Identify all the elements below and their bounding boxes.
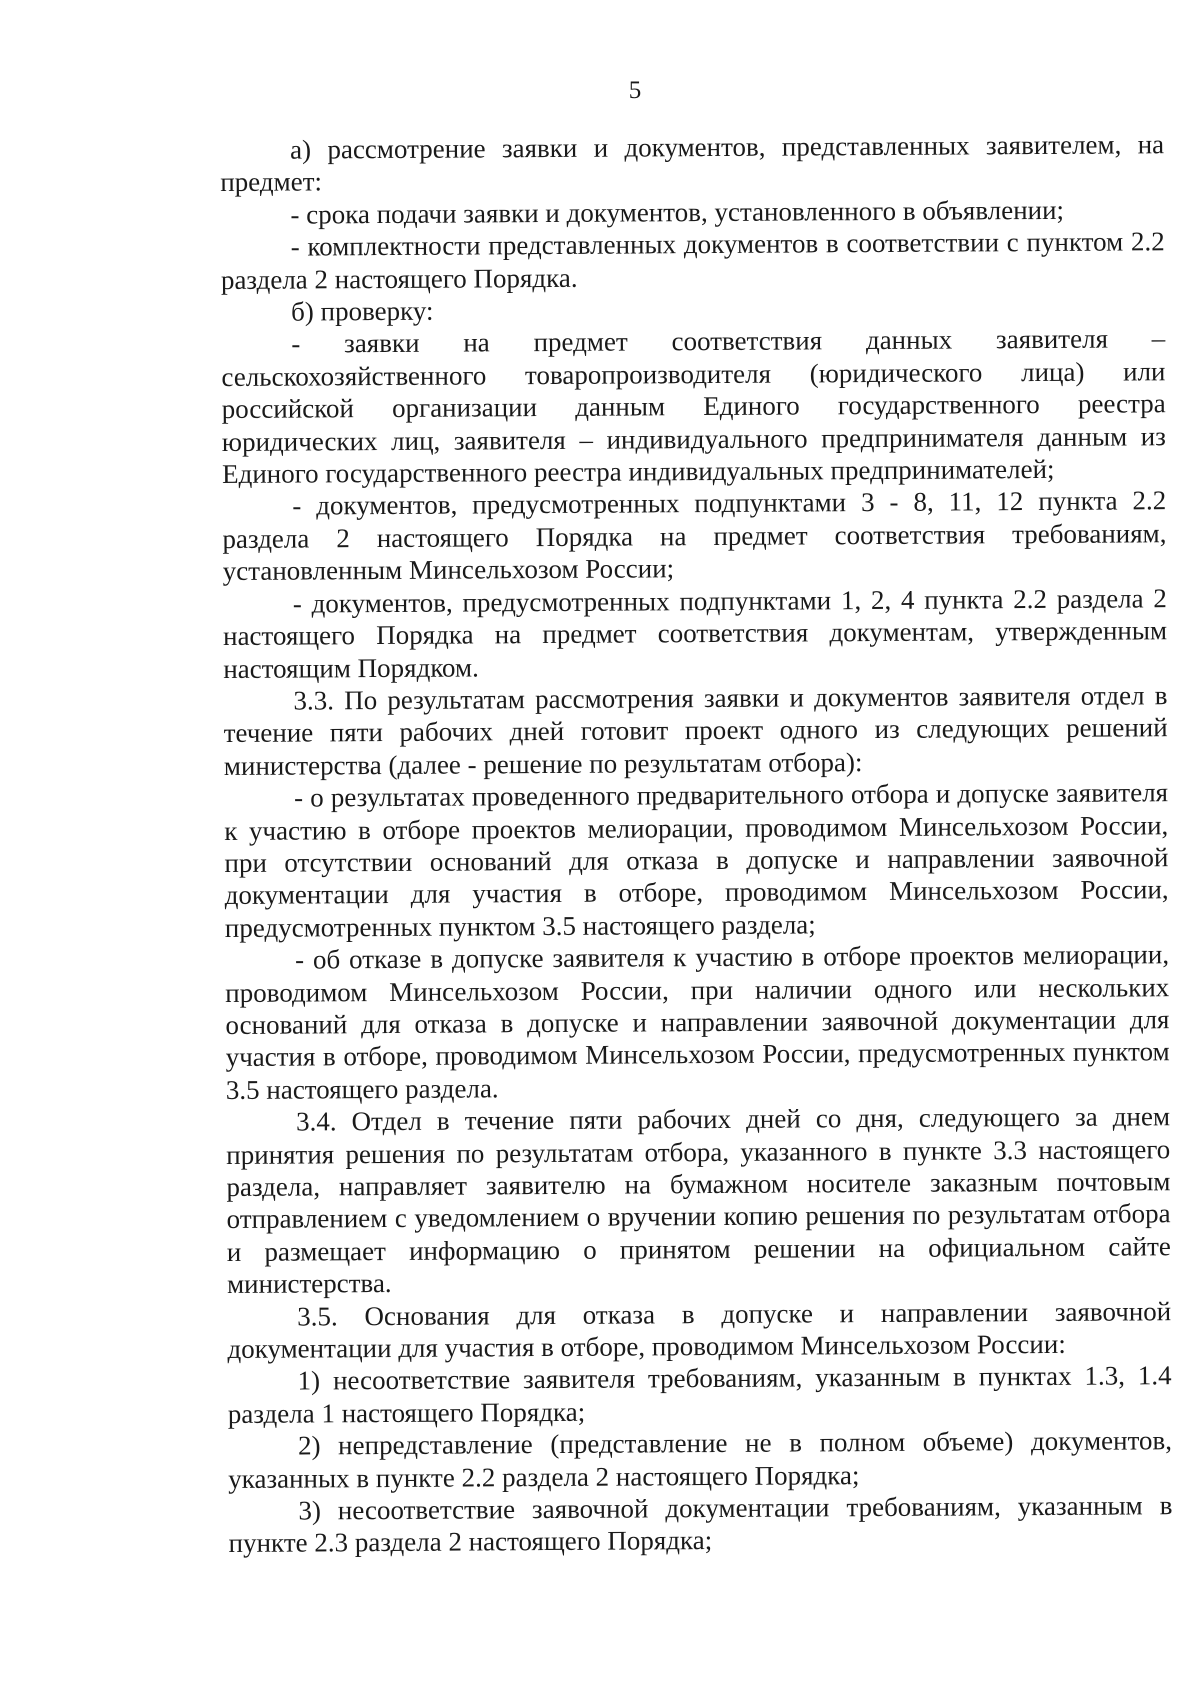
clause-3-5-item-2: 2) непредставление (представление не в полном объеме) документов, указанных в пункте 2.2 раздела 2 настоящего Порядка; xyxy=(228,1425,1173,1494)
paragraph-b-item-application: - заявки на предмет соответствия данных заявителя – сельскохозяйственного товаропроизводителя (юридического лица) или российской организации данным Единого государственного реестра юридических лиц, заявителя – индивидуального предпринимателя данным из Единого государственного реестра индивидуальных предпринимателей; xyxy=(221,323,1166,490)
clause-3-5-item-3: 3) несоответствие заявочной документации требованиям, указанным в пункте 2.3 раздела 2 настоящего Порядка; xyxy=(228,1490,1173,1559)
clause-3-4: 3.4. Отдел в течение пяти рабочих дней со дня, следующего за днем принятия решения по результатам отбора, указанного в пункте 3.3 настоящего раздела, направляет заявителю на бумажном носителе заказным почтовым отправлением с уведомлением о вручении копию решения по результатам отбора и размещает информацию о принятом решении на официальном сайте министерства. xyxy=(226,1101,1171,1300)
paragraph-a-item-deadline: - срока подачи заявки и документов, установленного в объявлении; xyxy=(290,194,1065,230)
clause-3-5: 3.5. Основания для отказа в допуске и направлении заявочной документации для участия в отборе, проводимом Минсельхозом России: xyxy=(227,1295,1172,1365)
paragraph-a-item-completeness: - комплектности представленных документов в соответствии с пунктом 2.2 раздела 2 настоящего Порядка. xyxy=(220,226,1165,295)
clause-3-3: 3.3. По результатам рассмотрения заявки и документов заявителя отдел в течение пяти рабочих дней готовит проект одного из следующих решений министерства (далее - решение по результатам отбора): xyxy=(223,680,1168,781)
clause-3-3-item-refusal: - об отказе в допуске заявителя к участию в отборе проектов мелиорации, проводимом Минсельхозом России, при наличии одного или нескольких оснований для отказа в допуске и направлении заявочной документации для участия в отборе, проводимом Минсельхозом России, предусмотренных пунктом 3.5 настоящего раздела. xyxy=(225,939,1170,1105)
paragraph-b-item-documents-requirements: - документов, предусмотренных подпунктами 3 - 8, 11, 12 пункта 2.2 раздела 2 настоящего Порядка на предмет соответствия требованиям, установленным Минсельхозом России; xyxy=(222,485,1167,587)
document-body xyxy=(220,128,1173,1560)
clause-3-3-item-admission: - о результатах проведенного предварительного отбора и допуске заявителя к участию в отборе проектов мелиорации, проводимом Минсельхозом России, при отсутствии оснований для отказа в допуске и направлении заявочной документации для участия в отборе, проводимом Минсельхозом России, предусмотренных пунктом 3.5 настоящего раздела; xyxy=(224,777,1169,943)
paragraph-b: б) проверку: xyxy=(290,295,434,327)
clause-3-5-item-1: 1) несоответствие заявителя требованиям, указанным в пунктах 1.3, 1.4 раздела 1 настоящего Порядка; xyxy=(227,1360,1172,1429)
paragraph-a: а) рассмотрение заявки и документов, представленных заявителем, на предмет: xyxy=(220,129,1165,198)
paragraph-b-item-documents-forms: - документов, предусмотренных подпунктами 1, 2, 4 пункта 2.2 раздела 2 настоящего Порядка на предмет соответствия документам, утвержденным настоящим Порядком. xyxy=(222,582,1168,684)
page-number: 5 xyxy=(628,77,642,104)
